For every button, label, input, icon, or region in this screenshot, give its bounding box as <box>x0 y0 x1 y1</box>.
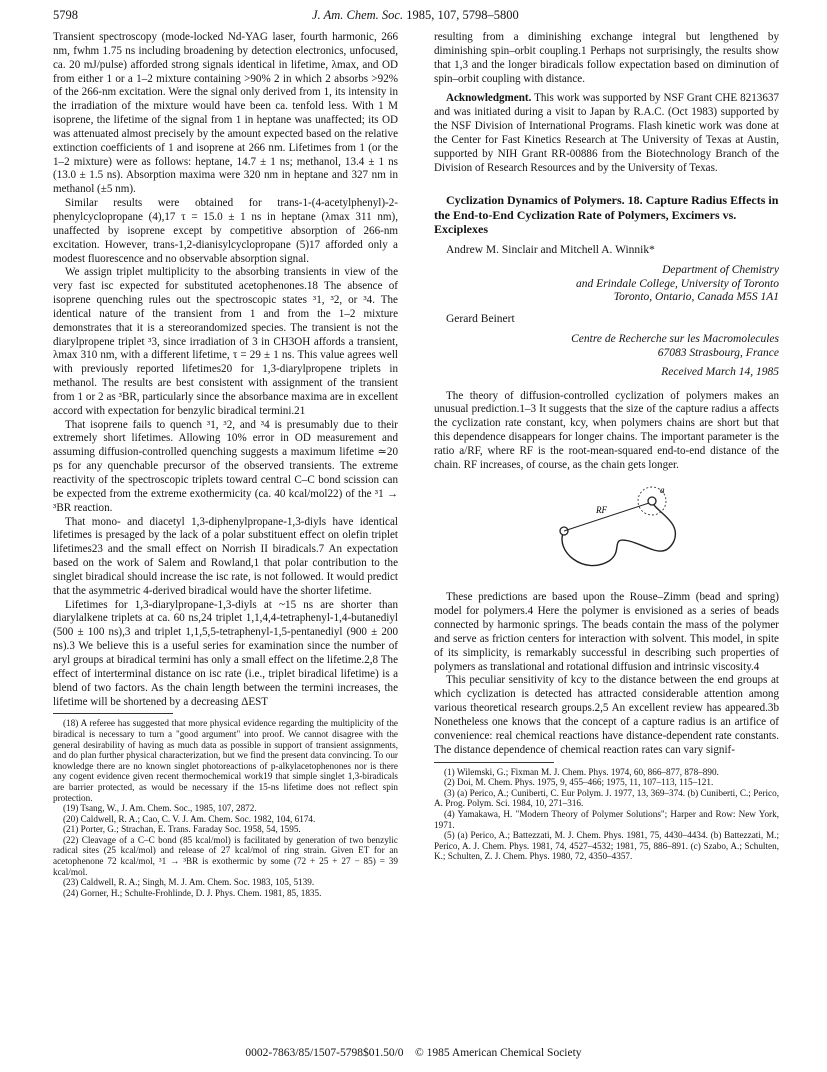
a-label: a <box>660 484 665 495</box>
rf-label: RF <box>596 504 607 515</box>
affiliation-line: Centre de Recherche sur les Macromolecules <box>571 333 779 346</box>
received-date: Received March 14, 1985 <box>661 365 779 378</box>
authors: Gerard Beinert <box>446 313 515 326</box>
chain-end-bead <box>648 497 656 505</box>
footnote: (2) Doi, M. Chem. Phys. 1975, 9, 455–466; 1975, 11, 107–113, 115–121. <box>444 777 714 788</box>
footnote: (5) (a) Perico, A.; Battezzati, M. J. Chem. Phys. 1981, 75, 4430–4434. (b) Battezzati, M.; Perico, A. J. Chem. Phys. 1981, 74, 4527–4532; 1981, 75, 886–891. (c) Szabo, A.; Schulten, K.; Schulten, Z. J. Chem. Phys. 1980, 72, 4350–4357. <box>434 830 779 862</box>
footnote-rule <box>434 762 554 763</box>
paragraph: Similar results were obtained for trans-1-(4-acetylphenyl)-2-phenylcyclopropane (4),17 τ = 15.0 ± 1 ns in heptane (λmax 311 nm), unaffected by isoprene except by competitive absorption of 266-nm excitation. However, trans-1,2-dianisylcyclopropane (5)17 afforded only a modest fluorescence and no observable absorption signal. <box>53 197 398 265</box>
affiliation-line: and Erindale College, University of Toronto <box>576 277 779 290</box>
footnote: (20) Caldwell, R. A.; Cao, C. V. J. Am. Chem. Soc. 1982, 104, 6174. <box>63 813 316 824</box>
paragraph: These predictions are based upon the Rouse–Zimm (bead and spring) model for polymers.4 Here the polymer is envisioned as a series of beads connected by harmonic springs. The beads contain the mass of the polymer and serve as friction centers for interaction with solvent. This model, in spite of its simplicity, is remarkably successful in describing such properties of polymers as translational and rotational diffusion and intrinsic viscosity.4 <box>434 591 779 673</box>
page-footer <box>0 1047 827 1059</box>
article-title: Cyclization Dynamics of Polymers. 18. Capture Radius Effects in the End-to-End Cyclization Rate of Polymers, Excimers vs. Exciplexes <box>434 193 779 236</box>
paragraph: Lifetimes for 1,3-diarylpropane-1,3-diyls at ~15 ns are shorter than diarylalkene triplets at ca. 60 ns,24 triplet 1,1,4,4-tetraphenyl-1,4-butanediyl (500 ± 100 ns),3 and triplet 1,1,5,5-tetraphenyl-1,5-pentanediyl (900 ± 200 ns).3 We believe this is a useful series for examination since the number of aryl groups at biradical termini has only a small effect on the lifetime.2,8 The effect of interterminal distance on isc rate (i.e., triplet biradical lifetime) is a blend of two factors. As the chain length between the termini increases, the lifetime will be shortened by a decreasing ΔEST <box>53 598 398 708</box>
affiliation-line: Department of Chemistry <box>662 263 779 276</box>
paragraph: That mono- and diacetyl 1,3-diphenylpropane-1,3-diyls have identical lifetimes is presaged by the lack of a polar substituent effect on olefin triplet lifetimes23 and the small effect on Norrish II biradicals.7 An expectation based on the work of Salem and Rowland,1 that polar contribution to the singlet biradical should increase the isc rate, is not followed. It would predict that the asymmetric 4-derived biradical would have the shorter lifetime. <box>53 515 398 597</box>
paragraph: The theory of diffusion-controlled cyclization of polymers makes an unusual prediction.1–3 It suggests that the size of the capture radius a affects the cyclization rate constant, kcy, when polymers chains are short but that this dependence disappears for longer chains. The important parameter is the ratio a/RF, where RF is the root-mean-squared end-to-end distance of the chain. RF increases, of course, as the chain gets longer. <box>434 389 779 471</box>
affiliation-line: Toronto, Ontario, Canada M5S 1A1 <box>613 291 779 304</box>
footnotes-right <box>434 767 779 862</box>
polymer-chain-figure <box>524 481 684 581</box>
footnote: (3) (a) Perico, A.; Cuniberti, C. Eur Polym. J. 1977, 13, 369–374. (b) Cuniberti, C.; Perico, A. Prog. Polym. Sci. 1984, 10, 271–316. <box>434 787 779 809</box>
footnote: (21) Porter, G.; Strachan, E. Trans. Faraday Soc. 1958, 54, 1595. <box>63 824 301 835</box>
polymer-chain-curve <box>562 501 675 566</box>
footnote: (23) Caldwell, R. A.; Singh, M. J. Am. Chem. Soc. 1983, 105, 5139. <box>63 877 315 888</box>
journal-citation <box>312 8 519 23</box>
footnote: (22) Cleavage of a C–C bond (85 kcal/mol) is facilitated by generation of two benzylic radical sites (25 kcal/mol) and release of 27 kcal/mol of ring strain. Given ET for an acetophenone 72 kcal/mol, ³1 → ³BR is exothermic by some (72 + 25 + 27 − 85) = 39 kcal/mol. <box>53 834 398 877</box>
ack-text: This work was supported by NSF Grant CHE 8213637 and was initiated during a visit to Japan by R.A.C. (Oct 1983) supported by the NSF Division of International Programs. Flash kinetic work was done at the Center for Fast Kinetics Research at The University of Texas at Austin, supported by NIH Grant RR-00886 from the Biotechnology Branch of the Division of Research Resources and by the University of Texas. <box>434 92 779 174</box>
footnote: (24) Gorner, H.; Schulte-Frohlinde, D. J. Phys. Chem. 1981, 85, 1835. <box>63 887 322 898</box>
paragraph: This peculiar sensitivity of kcy to the distance between the end groups at which cyclization is detected has attracted considerable attention among various theoretical research groups.2,5 An excellent review has appeared.3b Nonetheless one knows that the concept of a capture radius is an artifice of convenience: real chemical reactions have distance-dependent rate constants. The distance dependence of chemical reaction rates can vary signif- <box>434 674 779 756</box>
left-column <box>53 31 398 898</box>
footnote: (19) Tsang, W., J. Am. Chem. Soc., 1985, 107, 2872. <box>63 803 257 814</box>
acknowledgment <box>434 92 779 175</box>
footnote: (1) Wilemski, G.; Fixman M. J. Chem. Phys. 1974, 60, 866–877, 878–890. <box>444 766 719 777</box>
paragraph: We assign triplet multiplicity to the absorbing transients in view of the very fast isc expected for substituted acetophenones.18 The absence of isoprene quenching rules out the spectroscopic states ³1, ³2, or ³4. The identical nature of the transient from 1 and from the 1–2 mixture demonstrates that it is a stereorandomized species. The transient is not the diarylpropene triplet ³3, since irradiation of 3 in CH3OH affords a transient, λmax 310 nm, with a different lifetime, τ = 29 ± 1 ns. This value agrees well with previously reported lifetimes20 for 1,3-diarylpropene triplets in methanol. The results are best consistent with assignment of the transient from 1 or 2 as ³BR, particularly since the absorbance maxima are in excellent accord with expectation for benzylic biradical termini.21 <box>53 266 398 417</box>
authors: Andrew M. Sinclair and Mitchell A. Winnik* <box>446 244 655 257</box>
running-header <box>0 8 827 26</box>
right-column <box>434 31 779 862</box>
citation: 1985, 107, 5798–5800 <box>406 8 519 22</box>
footnote: (18) A referee has suggested that more physical evidence regarding the multiplicity of the biradical is necessary to turn a "good argument" into proof. We cannot disagree with the general desirability of having as much data as possible in support of transient assignments, and do plan further physical characterization, but we find the present data convincing. To our knowledge there are no known singlet photoreactions of p-alkylacetophenones nor is there any cogent evidence given recent thermochemical work19 that simple singlet 1,3-biradicals are barrier protected, as would be necessary if the 15-ns lifetime does not reflect spin protection. <box>53 718 398 803</box>
paragraph: resulting from a diminishing exchange integral but lengthened by diminishing spin–orbit coupling.1 Perhaps not surprisingly, the results show that 1,3 and the longer biradicals follow expectation based on diminution of spin–orbit coupling with distance. <box>434 31 779 85</box>
affiliation-line: 67083 Strasbourg, France <box>657 346 779 359</box>
footnote-rule <box>53 713 173 714</box>
paragraph: That isoprene fails to quench ³1, ³2, and ³4 is presumably due to their extremely short lifetimes. Allowing 10% error in OD measurement and assuming diffusion-controlled quenching suggests a maximum lifetime ≃20 ps for any quenchable precursor of the observed transients. The extreme reactivity of the spectroscopic triplets toward central C–C bond scission can be expected from the extreme exothermicity (ca. 40 kcal/mol22) of the ³1 → ³BR reaction. <box>53 418 398 514</box>
footnotes-left <box>53 718 398 898</box>
paragraph: Transient spectroscopy (mode-locked Nd-YAG laser, fourth harmonic, 266 nm, fwhm 1.75 ns including broadening by detection electronics, unfocused, ca. 20 mJ/pulse) afforded strong signals identical in lifetime, λmax, and OD from either 1 or a 1–2 mixture containing >90% 2 in which 2 absorbs >92% of the 266-nm excitation. Were the signal only derived from 1, its intensity in the irradiation of the mixture would have been ca. tenfold less. With 1 M isoprene, the lifetime of the signal from 1 in heptane was unaffected; its OD was attenuated almost precisely by the amount expected based on the relative extinction coefficients of 1 and isoprene at 266 nm. Lifetimes from 1 (or the 1–2 mixture) were as follows: heptane, 14.7 ± 1 ns; methanol, 13.4 ± 1 ns (13.0 ± 1.5 ns). Absorption maxima were 320 nm in heptane and 327 nm in methanol (±5 nm). <box>53 31 398 196</box>
footer-code: 0002-7863/85/1507-5798$01.50/0 <box>245 1047 404 1059</box>
page-number: 5798 <box>53 8 78 22</box>
footer-copyright: © 1985 American Chemical Society <box>415 1047 582 1059</box>
journal-name: J. Am. Chem. Soc. <box>312 8 404 22</box>
footnote: (4) Yamakawa, H. "Modern Theory of Polymer Solutions"; Harper and Row: New York, 1971. <box>434 808 779 830</box>
ack-label: Acknowledgment. <box>446 92 532 105</box>
